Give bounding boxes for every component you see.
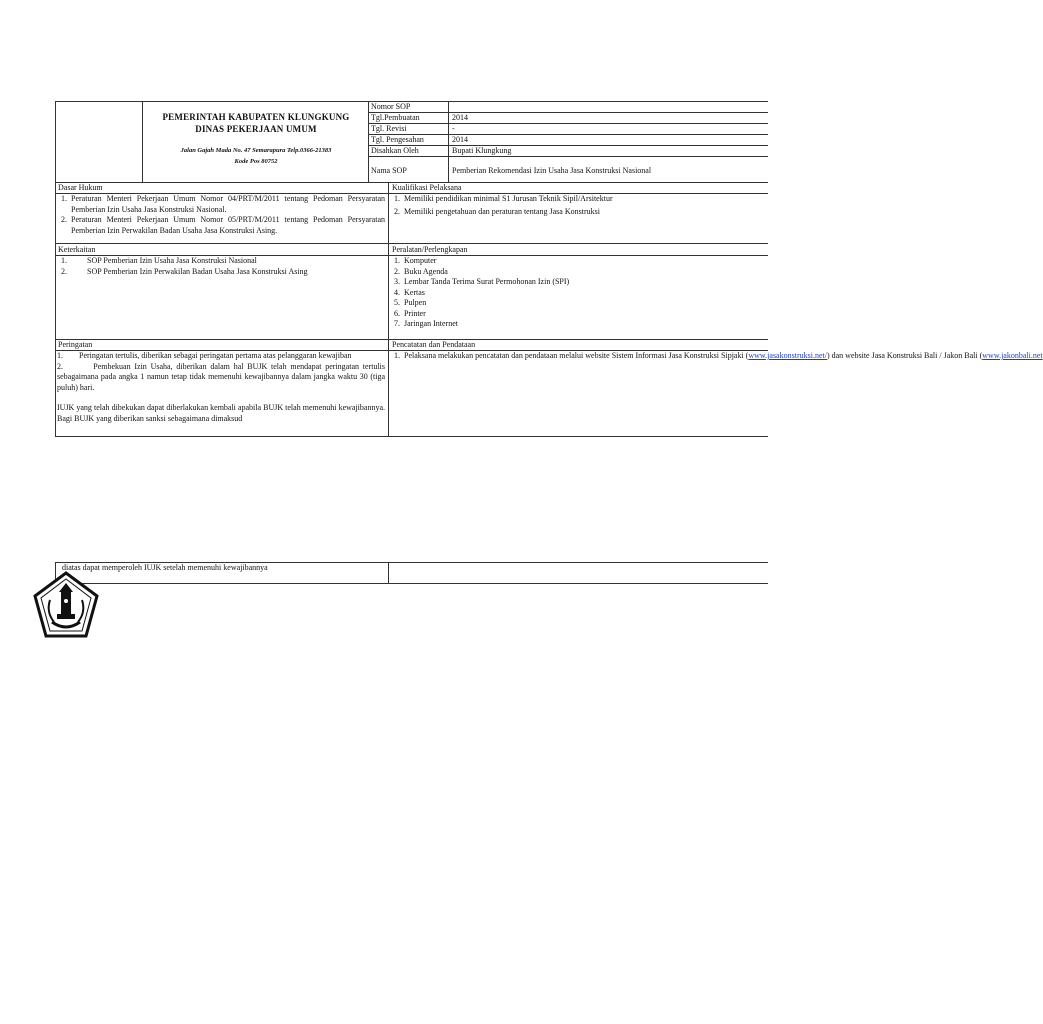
list-item: 2. Buku Agenda: [394, 266, 448, 276]
meta-row-line: [368, 156, 768, 157]
keterkaitan-title: Keterkaitan: [58, 245, 96, 254]
pencatatan-item: 1. Pelaksana melakukan pencatatan dan pendataan melalui website Sistem Informasi Jasa Konstruksi Sipjaki (www.jasakonstruksi.net/) dan website Jasa Konstruksi Bali / Jakon Bali (www.jakonbali.net: [394, 351, 1043, 360]
meta-value-tgl-revisi: -: [452, 124, 455, 133]
kualifikasi-list: [390, 194, 766, 217]
list-item: 1. Peraturan Menteri Pekerjaan Umum Nomor 04/PRT/M/2011 tentang Pedoman Persyaratan Pemberian Izin Usaha Jasa Konstruksi Nasional.: [61, 194, 385, 214]
meta-label-nama-sop: Nama SOP: [371, 166, 407, 175]
peringatan-paragraph: IUJK yang telah dibekukan dapat diberlakukan kembali apabila BUJK telah memenuhi kewajibannya. Bagi BUJK yang diberikan sanksi sebagaimana dimaksud: [57, 403, 385, 423]
postal-code-text: Kode Pos 80752: [234, 158, 278, 165]
header-divider-2: [368, 101, 369, 182]
meta-row-line: [368, 134, 768, 135]
list-item: 5. Pulpen: [394, 298, 427, 307]
peringatan-item-1: 1. Peringatan tertulis, diberikan sebagai peringatan pertama atas pelanggaran kewajiban: [57, 351, 352, 360]
peringatan-title: Peringatan: [58, 340, 93, 349]
peringatan-item-2: 2. Pembekuan Izin Usaha, diberikan dalam hal BUJK telah mendapat peringatan tertulis sebagaimana pada angka 1 namun tetap tidak memenuhi kewajibannya dalam jangka waktu 30 (tiga puluh) hari.: [57, 361, 386, 392]
list-item: 2. Memiliki pengetahuan dan peraturan tentang Jasa Konstruksi: [394, 206, 600, 216]
body-center-divider: [388, 182, 389, 437]
continuation-center-line: [388, 562, 389, 584]
meta-label-tgl-pembuatan: Tgl.Pembuatan: [371, 113, 420, 122]
list-item: 2. Peraturan Menteri Pekerjaan Umum Nomor 05/PRT/M/2011 tentang Pedoman Persyaratan Pemberian Izin Perwakilan Badan Usaha Jasa Konstruksi Asing.: [61, 215, 385, 235]
dasar-hukum-list: [57, 194, 385, 236]
peringatan-continuation: diatas dapat memperoleh IUJK setelah memenuhi kewajibannya: [62, 563, 268, 572]
meta-value-tgl-pembuatan: 2014: [452, 113, 468, 122]
meta-row-line: [368, 145, 768, 146]
meta-value-nama-sop: Pemberian Rekomendasi Izin Usaha Jasa Konstruksi Nasional: [452, 166, 652, 175]
continuation-bottom-line: [55, 583, 768, 584]
dept-name: DINAS PEKERJAAN UMUM: [195, 124, 317, 134]
list-item: 2. SOP Pemberian Izin Perwakilan Badan Usaha Jasa Konstruksi Asing: [61, 266, 308, 276]
jakonbali-link[interactable]: www.jakonbali.net: [982, 351, 1043, 360]
meta-label-tgl-pengesahan: Tgl. Pengesahan: [371, 135, 424, 144]
peralatan-title: Peralatan/Perlengkapan: [392, 245, 468, 254]
list-item: 1. Memiliki pendidikan minimal S1 Jurusan Teknik Sipil/Arsitektur: [394, 194, 613, 203]
meta-label-tgl-revisi: Tgl. Revisi: [371, 124, 407, 133]
meta-label-disahkan: Disahkan Oleh: [371, 146, 419, 155]
klungkung-regency-emblem-icon: [30, 570, 102, 642]
keterkaitan-list: [57, 256, 385, 277]
list-item: 3. Lembar Tanda Terima Surat Permohonan Izin (SPI): [394, 277, 570, 286]
meta-row-line: [368, 123, 768, 124]
meta-value-disahkan: Bupati Klungkung: [452, 146, 512, 155]
section-line: [55, 243, 768, 244]
meta-divider: [448, 101, 449, 182]
table-left-border: [55, 101, 56, 437]
list-item: 1. SOP Pemberian Izin Usaha Jasa Konstruksi Nasional: [61, 256, 257, 265]
header-divider-1: [142, 101, 143, 182]
gov-name: PEMERINTAH KABUPATEN KLUNGKUNG: [162, 112, 350, 122]
meta-row-line: [368, 112, 768, 113]
address-text: Jalan Gajah Mada No. 47 Semarapura Telp.0366-21383: [180, 147, 332, 154]
peringatan-body: [57, 351, 385, 424]
list-item: 7. Jaringan Internet: [394, 319, 458, 328]
peralatan-list: [390, 256, 766, 330]
meta-value-tgl-pengesahan: 2014: [452, 135, 468, 144]
kualifikasi-title: Kualifikasi Pelaksana: [392, 183, 462, 192]
table-bottom-line: [55, 436, 768, 437]
table-top-border: [55, 101, 768, 102]
list-item: 1. Komputer: [394, 256, 437, 265]
dasar-hukum-title: Dasar Hukum: [58, 183, 103, 192]
sipjaki-link[interactable]: www.jasakonstruksi.net/: [748, 351, 827, 360]
list-item: 6. Printer: [394, 308, 426, 318]
meta-label-nomor: Nomor SOP: [371, 102, 411, 111]
pencatatan-title: Pencatatan dan Pendataan: [392, 340, 476, 349]
list-item: 4. Kertas: [394, 287, 425, 297]
